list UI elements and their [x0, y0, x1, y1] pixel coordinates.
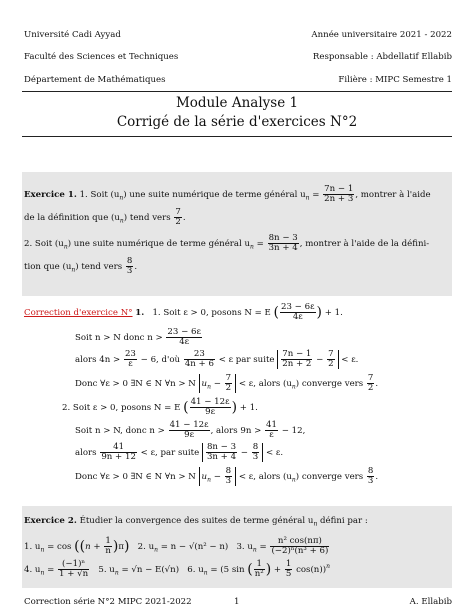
ex2-i4-frac: [58, 560, 89, 579]
ex1-q1-lim-den: 2: [175, 217, 181, 228]
ex2-i1b: = cos: [47, 542, 72, 553]
corr1-l4-abs: $u_n$ − $\frac{7}{2}$: [199, 374, 237, 393]
ex1-q2-fraction: [268, 234, 299, 253]
correction-1-label: Correction d'exercice N°: [24, 308, 133, 319]
ex2-i6: 6. u: [187, 565, 204, 576]
corr1-l6c: − 12,: [281, 426, 306, 437]
corr1-l5-end: + 1.: [239, 403, 258, 414]
exercise-2-intro: Exercice 2. Étudier la convergence des suites de terme général $u_n$ défini par :: [24, 516, 368, 528]
corr1-l3-f2n: 23: [193, 349, 205, 359]
corr1-l5-den: 9ε: [190, 407, 231, 417]
header-track: Filière : MIPC Semestre 1: [338, 75, 452, 85]
corr1-l6b: , alors 9n >: [210, 426, 262, 437]
ex2-i6-f1n: 1: [256, 559, 262, 569]
corr1-l1-frac: [280, 303, 316, 322]
corr1-l2a: Soit n > N donc n >: [75, 333, 163, 344]
ex1-q1-lim-num: 7: [175, 207, 181, 217]
header-university: Université Cadi Ayyad: [24, 30, 121, 40]
correction-1-line7: [75, 443, 283, 462]
ex1-q1-fraction: [323, 185, 354, 204]
ex2-i3-num: n² cos(nπ): [277, 536, 322, 546]
corr1-l4-lim-num: 7: [367, 373, 374, 383]
exercise-1-q1-line2: de la définition que $(u_n)$ tend vers $\frac{7}{2}$ .: [24, 207, 186, 228]
ex2-i3-den: (−2)ⁿ(n³ + 6): [271, 546, 329, 557]
exercise-2-label: Exercice 2.: [24, 516, 77, 526]
corr1-l5-frac: [190, 398, 231, 417]
corr1-l7-f3n: 8: [252, 442, 259, 452]
corr1-l4-lim-den: 2: [367, 383, 374, 394]
corr1-l8-lim-den: 3: [367, 476, 374, 487]
ex2-i1-frac-d: n: [105, 546, 111, 557]
exercise-2-items-row1: 1. $u_n = \cos ((n$ + $\frac{1}{n}$ )π) 2. $u_n = n - √(n^2 - n)$ 3. $u_n$ = $\frac{\text{n² cos(nπ)}}{\text{(−2)ⁿ(n³ + 6)}}$: [24, 536, 329, 557]
corr1-l3-f1n: 23: [124, 349, 136, 359]
ex2-i4-den: 1 + √n: [59, 569, 89, 580]
exercise-2-items-row2: 4. $u_n$ = $\frac{\text{(−1)ⁿ}}{1 + √n}$ 5. $u_n = √n - E(√n)$ 6. $u_n = (5$ sin ( $\frac{1}{\text{n²}}$ ) + $\frac{1}{5}$ cos(n))$^n$: [24, 559, 330, 580]
corr1-l6-f2n: 41: [266, 420, 277, 430]
ex2-i5: 5. u: [98, 565, 115, 576]
corr1-l3-f4n: 7: [328, 349, 334, 359]
corr1-l1-num: 23 − 6ε: [281, 302, 315, 312]
ex1-q1-d: ) tend vers: [123, 213, 171, 224]
ex1-q1-b: , montrer à l'aide: [355, 190, 431, 201]
corr1-l1-end: + 1.: [324, 308, 343, 319]
ex1-q2-lim-num: 8: [126, 256, 133, 266]
ex2-i1: 1. u: [24, 542, 41, 553]
exercise-1-label: Exercice 1.: [24, 190, 77, 201]
page-number: 1: [234, 597, 240, 607]
corr1-l7-f3: [252, 443, 259, 462]
ex2-i1-frac-n: 1: [105, 536, 111, 546]
ex2-i4: 4. u: [24, 565, 41, 576]
corr1-l4-limit: [367, 374, 374, 393]
ex1-q1-num: 7n − 1: [324, 184, 354, 194]
corr1-l7-f1: [100, 443, 137, 462]
corr1-l3-f2: [184, 350, 215, 369]
corr1-l3-f3n: 7n − 1: [282, 349, 312, 359]
corr1-l6-f2: [265, 421, 278, 440]
ex2-i6-f1: [254, 560, 265, 579]
module-title: Module Analyse 1: [175, 95, 299, 111]
ex1-q2-den: 3n + 4: [268, 243, 298, 254]
ex2-i4-num: (−1)ⁿ: [62, 559, 86, 569]
corr1-l8-lim-num: 8: [367, 466, 374, 476]
corr1-l2-frac: [166, 328, 202, 347]
corr1-l8-limit: [367, 467, 374, 486]
corr1-l3-f1d: ε: [124, 359, 137, 369]
ex2-i6b: = (5 sin: [210, 565, 245, 576]
ex1-q1-text: 1. Soit (u: [79, 190, 120, 201]
ex2-i3: 3. u: [236, 542, 253, 553]
correction-1-line5: 2. Soit ε > 0, posons N = E ( $\frac{41 - 12\varepsilon}{9\varepsilon}$ ) + 1.: [62, 397, 258, 418]
correction-1-line6: [75, 421, 305, 440]
correction-1-num: 1.: [135, 308, 145, 319]
corr1-l7-f1n: 41: [113, 442, 125, 452]
corr1-l3a: alors 4n >: [75, 355, 121, 366]
corr1-l7-f2d: 3n + 4: [206, 452, 237, 463]
ex1-q2-lim-den: 3: [126, 266, 133, 277]
ex2-i6d: cos(n)): [296, 565, 327, 576]
corr1-l2-den: 4ε: [166, 337, 202, 347]
ex1-q1-limit: [174, 208, 181, 227]
ex2-i1-frac: [104, 537, 112, 556]
corr1-l1: 1. Soit ε > 0, posons N = E: [152, 308, 271, 319]
ex2-i3-frac: [270, 537, 329, 556]
corr1-l6-num: 41 − 12ε: [169, 420, 209, 430]
corr1-l8-abs: $u_n$ − $\frac{8}{3}$: [199, 467, 237, 486]
ex2-i6-f1d: n²: [254, 569, 264, 580]
corr1-l4b: < ε, alors (u: [238, 379, 292, 390]
corr1-l3-f2d: 4n + 6: [184, 359, 214, 370]
ex2-i2b: = n − √(n² − n): [160, 542, 229, 553]
corr1-l4c: ) converge vers: [295, 379, 364, 390]
corr1-l3-abs: $\frac{7n - 1}{2n + 2}$ − $\frac{7}{2}$: [277, 350, 338, 369]
footer-right: A. Ellabib: [409, 597, 452, 607]
ex2-i6-f2n: 1: [285, 559, 292, 569]
corr1-l4a: Donc ∀ε > 0 ∃N ∈ N ∀n > N: [75, 379, 196, 390]
corr1-l8b: < ε, alors (u: [238, 472, 292, 483]
ex1-q1-den: 2n + 3: [324, 194, 354, 205]
corr1-l7a: alors: [75, 448, 97, 459]
title-rule-top: [22, 91, 452, 92]
footer-left: Correction série N°2 MIPC 2021-2022: [24, 597, 192, 607]
corr1-l7b: < ε, par suite: [140, 448, 200, 459]
corr1-l6-frac: [169, 421, 210, 440]
corr1-l3-f4: [327, 350, 334, 369]
ex2-intro-end: défini par :: [320, 516, 368, 526]
corr1-l8a: Donc ∀ε > 0 ∃N ∈ N ∀n > N: [75, 472, 196, 483]
ex2-i2: 2. u: [137, 542, 155, 553]
corr1-l7-f2n: 8n − 3: [206, 442, 237, 452]
corr1-l6a: Soit n > N, donc n >: [75, 426, 165, 437]
ex1-q2-limit: [126, 257, 133, 276]
corr1-l3-f1: [124, 350, 137, 369]
correction-1-line3: [75, 350, 358, 369]
exercise-1-q2-line2: tion que $(u_n)$ tend vers $\frac{8}{3}$ .: [24, 256, 138, 277]
ex1-q1-a: ) une suite numérique de terme général u: [123, 190, 306, 201]
corr1-l6-f2d: ε: [265, 430, 278, 440]
ex2-intro: Étudier la convergence des suites de terme général u: [79, 516, 314, 526]
header-faculty: Faculté des Sciences et Techniques: [24, 52, 179, 62]
ex1-q2-d: ) tend vers: [75, 262, 123, 273]
corr1-l7-f2: [206, 443, 237, 462]
corr1-l2-num: 23 − 6ε: [167, 327, 201, 337]
corr1-l7c: < ε.: [265, 448, 284, 459]
ex1-q2-c: tion que (u: [24, 262, 72, 273]
ex1-q1-c: de la définition que (u: [24, 213, 120, 224]
correction-1-line8: Donc ∀ε > 0 ∃N ∈ N ∀n > N $u_n$ − $\frac{8}{3}$ < ε, alors $(u_n)$ converge vers $\frac{8}{3}$ .: [75, 466, 379, 487]
correction-1-line1: Correction d'exercice N° 1. 1. Soit ε > 0, posons N = E ( $\frac{23 - 6\varepsilon}{4\varepsilon}$ ) + 1.: [24, 302, 343, 323]
correction-1-line2: [75, 328, 203, 347]
correction-1-line4: Donc ∀ε > 0 ∃N ∈ N ∀n > N $u_n$ − $\frac{7}{2}$ < ε, alors $(u_n)$ converge vers $\frac{7}{2}$ .: [75, 373, 379, 394]
corr1-l3d: < ε.: [341, 355, 359, 366]
corr1-l5: 2. Soit ε > 0, posons N = E: [62, 403, 181, 414]
corr1-l8c: ) converge vers: [295, 472, 364, 483]
ex2-i6-f2: [285, 560, 292, 579]
exercise-1-q2-line1: 2. Soit $(u_n)$ une suite numérique de terme général $u_n$ = $\frac{8n - 3}{3n + 4}$ , montrer à l'aide de la défini-: [24, 233, 430, 254]
corr1-l3-f3: [281, 350, 312, 369]
corr1-l1-den: 4ε: [280, 312, 316, 322]
header-department: Département de Mathématiques: [24, 75, 166, 85]
title-rule-bottom: [22, 136, 452, 137]
ex1-q2-text: 2. Soit (u: [24, 239, 64, 250]
header-responsible: Responsable : Abdellatif Ellabib: [312, 52, 452, 62]
corr1-l6-den: 9ε: [169, 430, 210, 440]
ex2-i5b: = √n − E(√n): [121, 565, 180, 576]
series-title: Corrigé de la série d'exercices N°2: [116, 114, 358, 130]
ex2-i6-f2d: 5: [285, 569, 292, 580]
corr1-l3-f4d: 2: [328, 359, 334, 370]
corr1-l7-f1d: 9n + 12: [101, 452, 136, 463]
ex2-i6c: +: [273, 565, 282, 576]
corr1-l3-f3d: 2n + 2: [282, 359, 312, 370]
ex1-q2-num: 8n − 3: [268, 233, 298, 243]
corr1-l3c: < ε par suite: [218, 355, 275, 366]
ex2-i6e: n: [326, 563, 330, 571]
corr1-l5-num: 41 − 12ε: [190, 397, 230, 407]
header-year: Année universitaire 2021 - 2022: [311, 30, 452, 40]
corr1-l7-f3d: 3: [252, 452, 259, 463]
corr1-l3b: − 6, d'où: [140, 355, 181, 366]
ex2-i1c: π: [118, 542, 124, 553]
corr1-l7-abs: $\frac{8n - 3}{3n + 4}$ − $\frac{8}{3}$: [202, 443, 263, 462]
exercise-1-q1-line1: Exercice 1. 1. Soit $(u_n)$ une suite numérique de terme général $u_n$ = $\frac{7n - 1}{2n + 3}$ , montrer à l'aide: [24, 184, 431, 205]
ex1-q2-a: ) une suite numérique de terme général u: [67, 239, 251, 250]
ex1-q2-b: , montrer à l'aide de la défini-: [299, 239, 430, 250]
